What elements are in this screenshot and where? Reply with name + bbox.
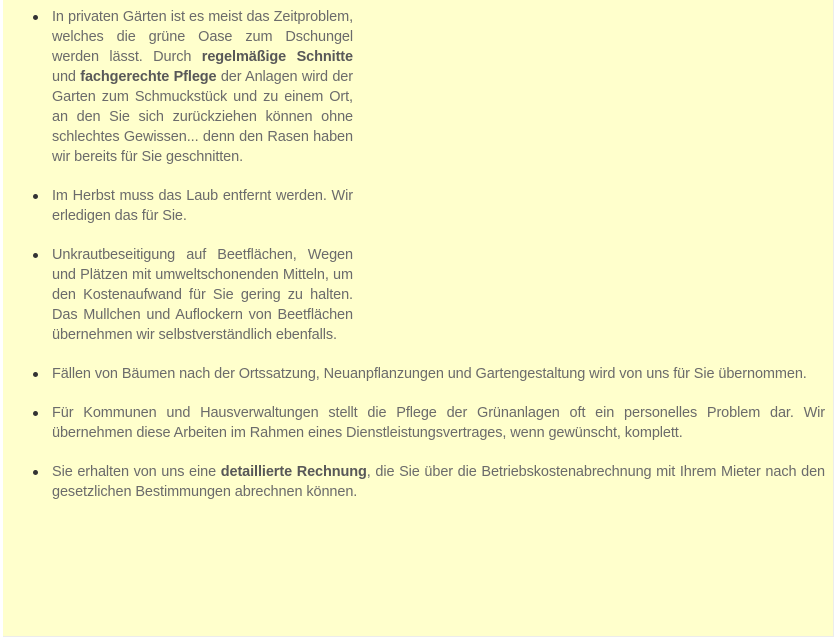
- bullet-icon: [33, 411, 38, 416]
- list-item-municipalities: [3, 403, 833, 443]
- emphasis-detailed-invoice: detaillierte Rechnung: [220, 464, 367, 480]
- text-segment: der Anlagen wird der Garten zum Schmuckstück und zu einem Ort, an den Sie sich zurückziehen können ohne schlechtes Gewissen... denn den Rasen haben wir bereits für Sie geschnitten.: [52, 69, 353, 165]
- text-segment: , die Sie über die Betriebskostenabrechnung mit Ihrem Mieter nach den gesetzlichen Bestimmungen abrechnen können.: [52, 464, 825, 500]
- service-list: [3, 7, 833, 521]
- list-item-text: Fällen von Bäumen nach der Ortssatzung, Neuanpflanzungen und Gartengestaltung wird von uns für Sie übernommen.: [52, 366, 807, 382]
- list-item-tree-felling: [3, 364, 833, 384]
- text-segment: In privaten Gärten ist es meist das Zeitproblem, welches die grüne Oase zum Dschungel werden lässt. Durch: [52, 9, 353, 65]
- list-item-private-gardens: [3, 7, 833, 167]
- bullet-icon: [33, 470, 38, 475]
- list-item-autumn-leaves: [3, 186, 833, 226]
- emphasis-regular-cuts: regelmäßige Schnitte: [201, 49, 353, 65]
- text-segment: Sie erhalten von uns eine: [52, 464, 221, 480]
- list-item-text: Für Kommunen und Hausverwaltungen stellt die Pflege der Grünanlagen oft ein personelles Problem dar. Wir übernehmen diese Arbeiten im Rahmen eines Dienstleistungsvertrages, wenn gewünscht, komplett.: [52, 405, 825, 441]
- bullet-icon: [33, 194, 38, 199]
- bullet-icon: [33, 372, 38, 377]
- text-segment: und: [52, 69, 81, 85]
- bullet-icon: [33, 253, 38, 258]
- list-item-weed-removal: [3, 245, 833, 345]
- list-item-text: Unkrautbeseitigung auf Beetflächen, Wegen und Plätzen mit umweltschonenden Mitteln, um den Kostenaufwand für Sie gering zu halten. Das Mullchen und Auflockern von Beetflächen übernehmen wir selbstverständlich ebenfalls.: [52, 247, 353, 343]
- list-item-text: [52, 7, 353, 167]
- emphasis-professional-care: fachgerechte Pflege: [80, 69, 217, 85]
- bullet-icon: [33, 15, 38, 20]
- list-item-detailed-invoice: [3, 462, 833, 502]
- list-item-text: [52, 462, 825, 502]
- content-panel: [3, 0, 834, 637]
- list-item-text: Im Herbst muss das Laub entfernt werden. Wir erledigen das für Sie.: [52, 188, 353, 224]
